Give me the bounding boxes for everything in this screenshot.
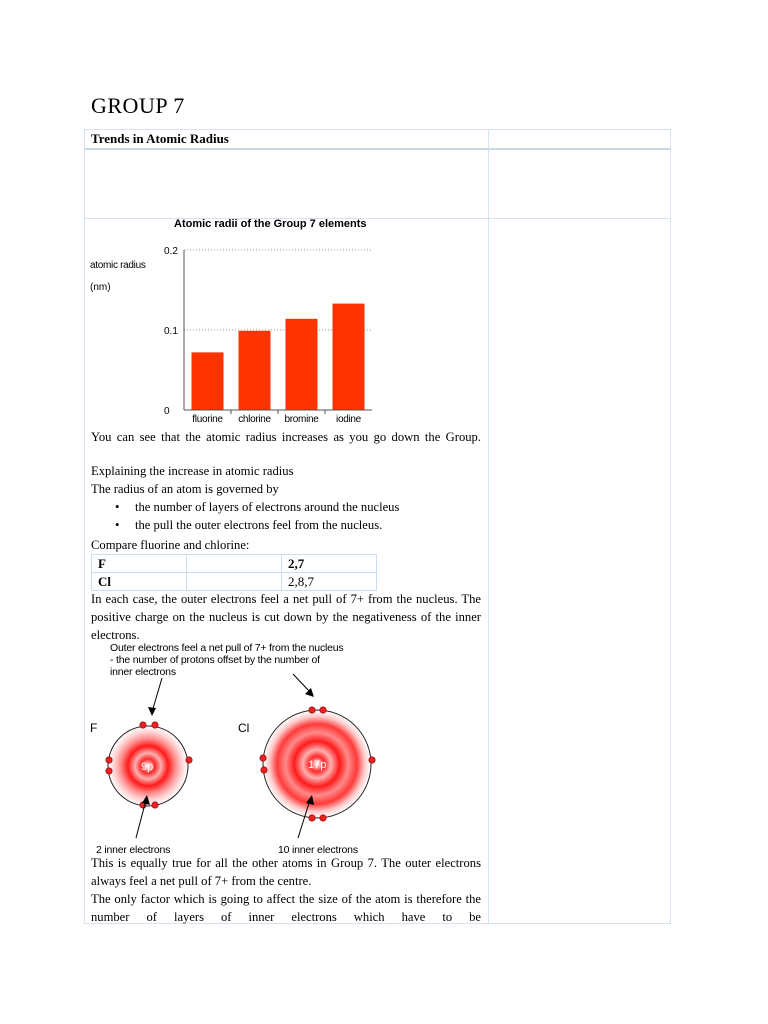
electron <box>140 722 146 728</box>
paragraph-net-pull: In each case, the outer electrons feel a net pull of 7+ from the nucleus. The positive charge on the nucleus is cut down by the negativeness of the inner electrons. <box>91 592 481 642</box>
chlorine-nucleus-label: 17p <box>308 759 327 771</box>
chlorine-inner-label: 10 inner electrons <box>278 844 358 856</box>
electron-config-table <box>91 554 377 591</box>
table-cell <box>187 555 282 573</box>
radius-factors-list <box>91 498 399 534</box>
table-cell <box>187 573 282 591</box>
electron <box>261 767 267 773</box>
electron <box>369 757 375 763</box>
diagram-caption: inner electrons <box>110 666 176 678</box>
chart-x-tick-label: iodine <box>336 414 361 425</box>
electron <box>152 722 158 728</box>
electron-config: 2,8,7 <box>282 573 377 591</box>
table-header-divider <box>84 148 671 150</box>
chart-ylabel-unit: (nm) <box>90 282 111 293</box>
electron <box>309 707 315 713</box>
chart-x-tick-label: bromine <box>284 414 319 425</box>
electron <box>106 757 112 763</box>
chlorine-label: Cl <box>238 721 250 735</box>
fluorine-nucleus-label: 9p <box>141 761 154 773</box>
paragraph-compare: Compare fluorine and chlorine: <box>91 538 250 552</box>
chart-x-tick-label: fluorine <box>192 414 223 425</box>
chart-bar-iodine <box>333 304 365 410</box>
paragraph-explaining: Explaining the increase in atomic radius <box>91 464 294 478</box>
electron <box>320 815 326 821</box>
paragraph-all-group7: This is equally true for all the other atoms in Group 7. The outer electrons always feel a net pull of 7+ from the centre. <box>91 856 481 888</box>
chart-y-tick-label: 0 <box>164 406 170 417</box>
fluorine-inner-label: 2 inner electrons <box>96 844 171 856</box>
electron <box>309 815 315 821</box>
chlorine-atom <box>260 707 375 821</box>
table-column-divider <box>488 129 489 924</box>
arrow-head <box>305 688 314 697</box>
paragraph-governed-by: The radius of an atom is governed by <box>91 482 279 496</box>
paragraph-radius-increase: You can see that the atomic radius increases as you go down the Group. <box>91 430 481 444</box>
electron <box>152 802 158 808</box>
arrow-to-f-shell <box>152 678 162 712</box>
list-item: • the pull the outer electrons feel from the nucleus. <box>91 516 399 534</box>
list-item: • the number of layers of electrons around the nucleus <box>91 498 399 516</box>
electron-config: 2,7 <box>282 555 377 573</box>
paragraph-only-factor: The only factor which is going to affect the size of the atom is therefore the number of layers of inner electrons which have to be <box>91 892 481 924</box>
table-row <box>92 573 377 591</box>
element-symbol: F <box>92 555 187 573</box>
atom-shielding-diagram <box>88 640 388 858</box>
chart-bar-chlorine <box>239 331 271 410</box>
section-heading: Trends in Atomic Radius <box>91 131 229 146</box>
chart-bar-bromine <box>286 319 318 410</box>
fluorine-label: F <box>90 721 98 735</box>
chart-x-tick-label: chlorine <box>238 414 271 425</box>
atomic-radii-chart <box>88 212 388 432</box>
electron <box>186 757 192 763</box>
electron <box>260 755 266 761</box>
fluorine-atom <box>106 722 192 808</box>
element-symbol: Cl <box>92 573 187 591</box>
arrow-head <box>148 707 156 716</box>
arrow-to-cl-shell <box>293 674 310 692</box>
electron <box>320 707 326 713</box>
page-title: GROUP 7 <box>91 93 185 118</box>
chart-y-tick-label: 0.2 <box>164 246 178 257</box>
chart-y-tick-label: 0.1 <box>164 326 178 337</box>
diagram-caption: Outer electrons feel a net pull of 7+ from the nucleus <box>110 642 344 654</box>
electron <box>106 768 112 774</box>
chart-title: Atomic radii of the Group 7 elements <box>174 218 367 230</box>
chart-bar-fluorine <box>192 352 224 410</box>
chart-ylabel: atomic radius <box>90 260 146 271</box>
diagram-caption: - the number of protons offset by the number of <box>110 654 320 666</box>
table-row <box>92 555 377 573</box>
